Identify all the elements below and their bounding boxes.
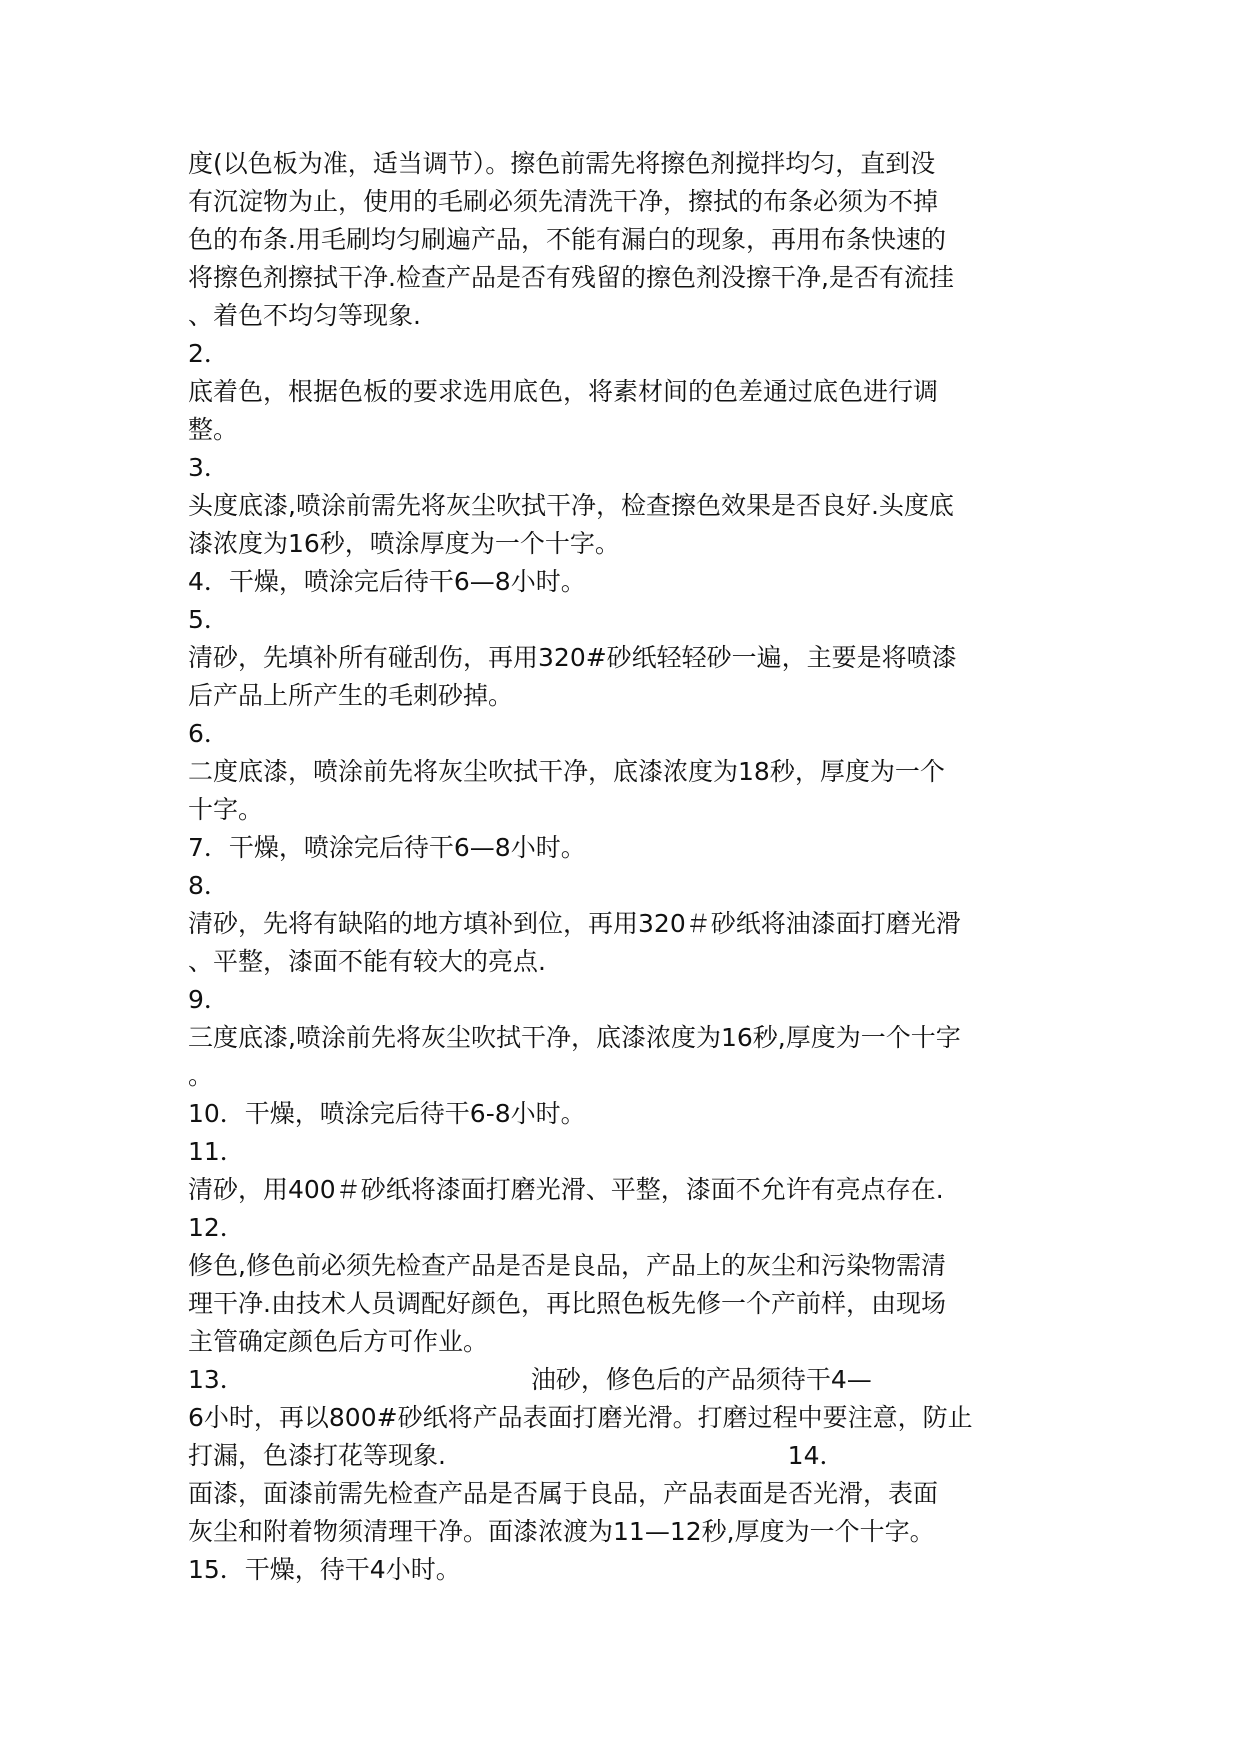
text-line: 15．干燥，待干4小时。 [188, 1555, 461, 1584]
text-line: 三度底漆,喷涂前先将灰尘吹拭干净，底漆浓度为16秒,厚度为一个十字 [188, 1023, 961, 1052]
text-line: 面漆，面漆前需先检查产品是否属于良品，产品表面是否光滑，表面 [188, 1479, 939, 1508]
step-number: 6． [188, 719, 229, 748]
step-number: 5． [188, 605, 229, 634]
step-number: 11． [188, 1137, 245, 1166]
text-line: 头度底漆,喷涂前需先将灰尘吹拭干净，检查擦色效果是否良好.头度底 [188, 491, 954, 520]
document-body [188, 145, 1068, 1589]
text-line: 13． 油砂，修色后的产品须待干4— [188, 1365, 872, 1394]
step-number: 2． [188, 339, 229, 368]
text-line: 清砂，用400＃砂纸将漆面打磨光滑、平整，漆面不允许有亮点存在. [188, 1175, 944, 1204]
text-line: 10．干燥，喷涂完后待干6-8小时。 [188, 1099, 586, 1128]
text-line: 整。 [188, 415, 239, 444]
text-line: 主管确定颜色后方可作业。 [188, 1327, 489, 1356]
text-line: 、着色不均匀等现象. [188, 301, 421, 330]
text-line: 清砂，先将有缺陷的地方填补到位，再用320＃砂纸将油漆面打磨光滑 [188, 909, 961, 938]
text-line: 4．干燥，喷涂完后待干6—8小时。 [188, 567, 586, 596]
text-line: 7．干燥，喷涂完后待干6—8小时。 [188, 833, 586, 862]
text-line: 、平整，漆面不能有较大的亮点. [188, 947, 546, 976]
step-number: 12． [188, 1213, 245, 1242]
text-line: 打漏，色漆打花等现象. 14． [188, 1441, 845, 1470]
text-line: 6小时，再以800#砂纸将产品表面打磨光滑。打磨过程中要注意，防止 [188, 1403, 973, 1432]
text-line: 清砂，先填补所有碰刮伤，再用320#砂纸轻轻砂一遍，主要是将喷漆 [188, 643, 957, 672]
step-number: 9． [188, 985, 229, 1014]
text-line: 修色,修色前必须先检查产品是否是良品，产品上的灰尘和污染物需清 [188, 1251, 946, 1280]
text-line: 度(以色板为准，适当调节）。擦色前需先将擦色剂搅拌均匀，直到没 [188, 149, 936, 178]
text-line: 后产品上所产生的毛刺砂掉。 [188, 681, 514, 710]
text-line: 将擦色剂擦拭干净.检查产品是否有残留的擦色剂没擦干净,是否有流挂 [188, 263, 954, 292]
text-line: 有沉淀物为止，使用的毛刷必须先清洗干净，擦拭的布条必须为不掉 [188, 187, 939, 216]
text-line: 色的布条.用毛刷均匀刷遍产品，不能有漏白的现象，再用布条快速的 [188, 225, 946, 254]
step-number: 8． [188, 871, 229, 900]
step-number: 3． [188, 453, 229, 482]
text-line: 理干净.由技术人员调配好颜色，再比照色板先修一个产前样，由现场 [188, 1289, 946, 1318]
text-line: 十字。 [188, 795, 264, 824]
text-line: 底着色，根据色板的要求选用底色，将素材间的色差通过底色进行调 [188, 377, 939, 406]
text-line: 二度底漆，喷涂前先将灰尘吹拭干净，底漆浓度为18秒，厚度为一个 [188, 757, 945, 786]
text-line: 漆浓度为16秒，喷涂厚度为一个十字。 [188, 529, 620, 558]
text-line: 灰尘和附着物须清理干净。面漆浓渡为11—12秒,厚度为一个十字。 [188, 1517, 935, 1546]
text-line: 。 [188, 1061, 214, 1090]
